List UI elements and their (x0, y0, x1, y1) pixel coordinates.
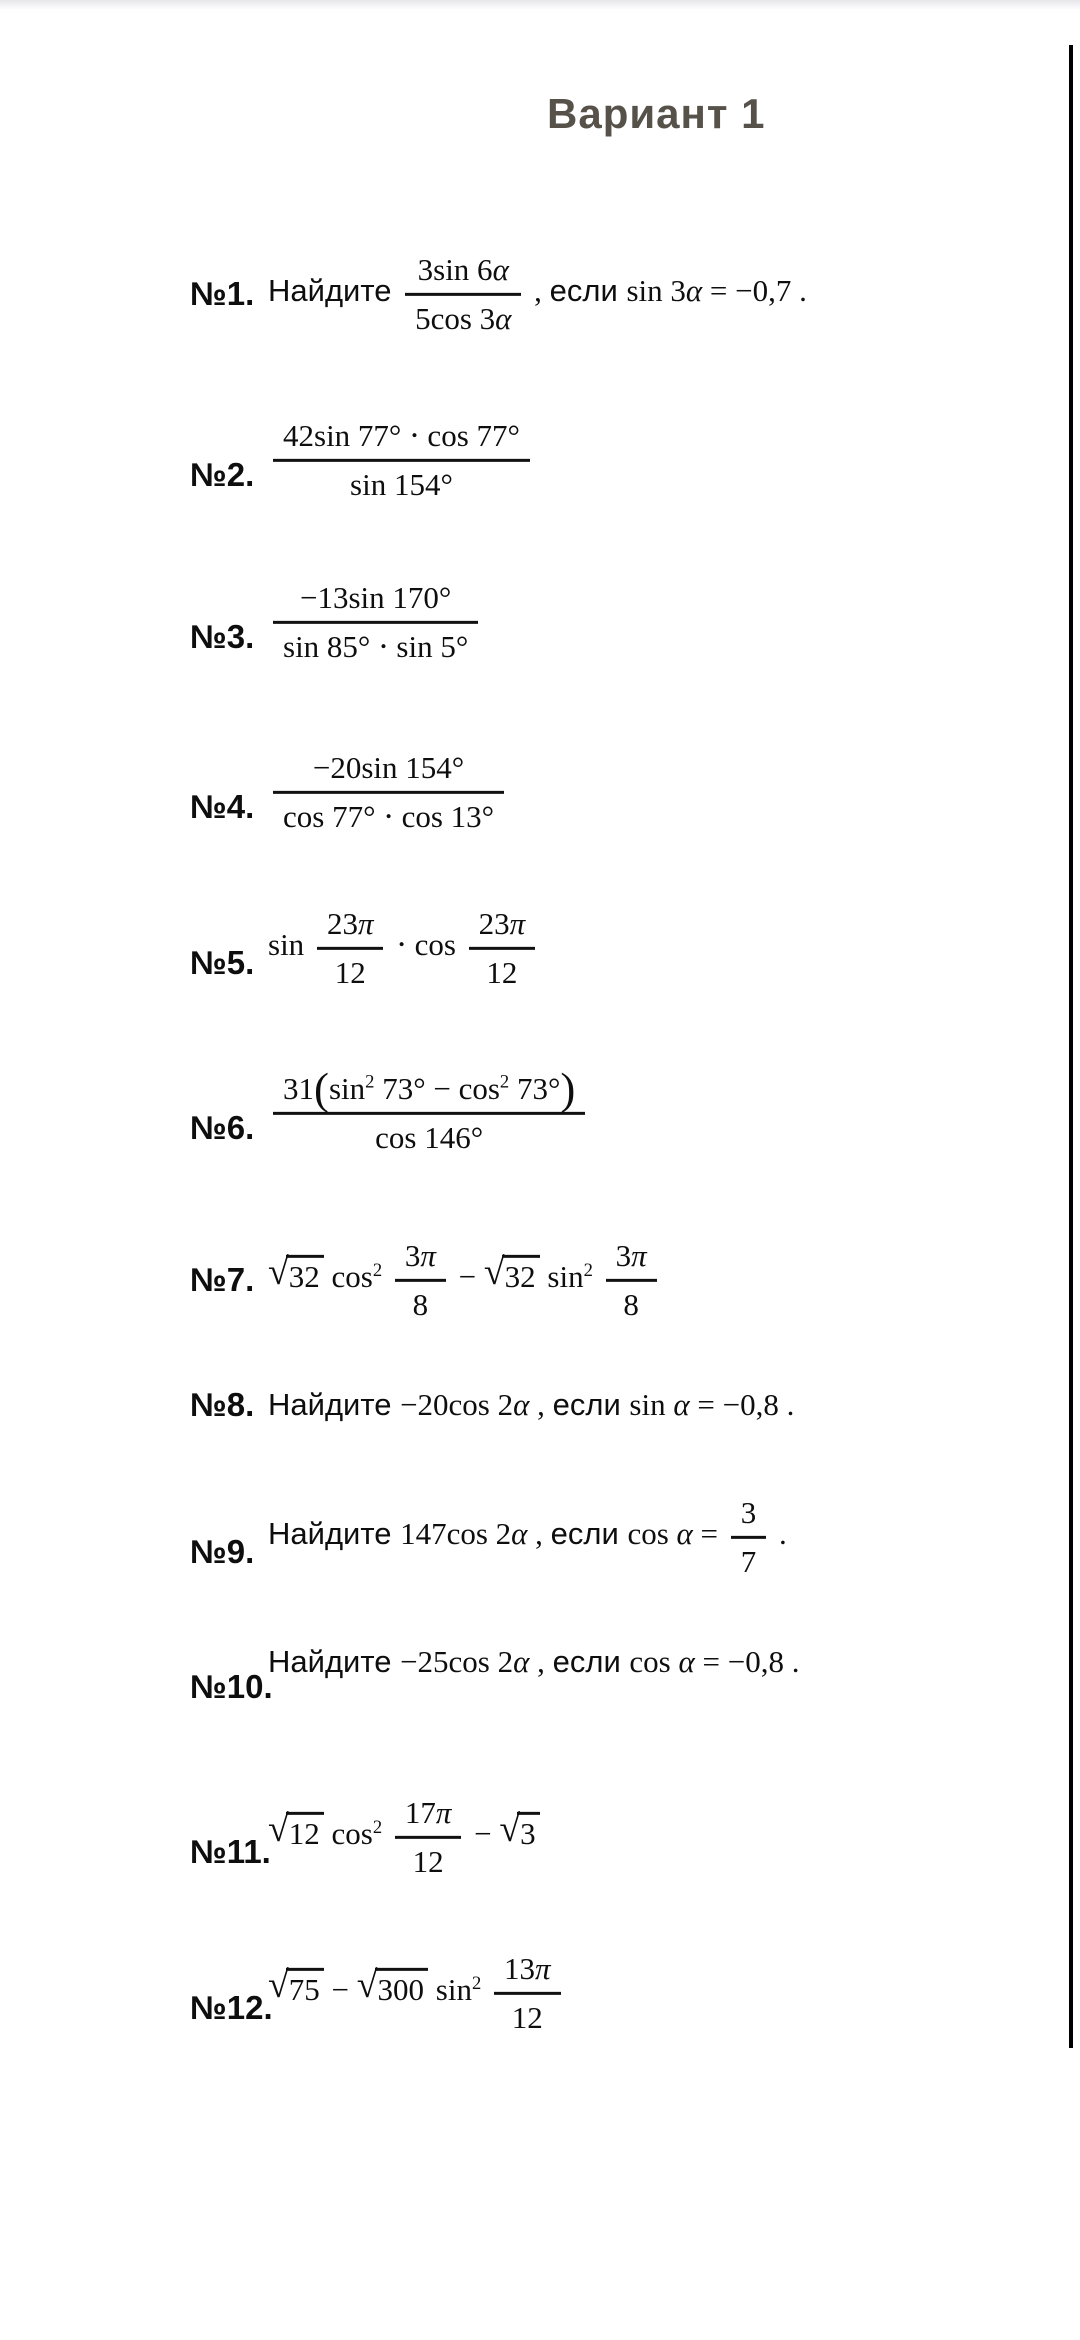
math-variable: α (673, 1387, 690, 1423)
square-root (356, 1964, 428, 2008)
numerator (731, 1493, 767, 1539)
math-roman: sin (268, 927, 312, 963)
math-roman: −25cos 2 (400, 1644, 514, 1680)
word: если (552, 1387, 630, 1423)
problem-formula (268, 416, 535, 504)
math-roman: − (323, 1972, 357, 2008)
problem-number: №12. (190, 1989, 273, 2026)
numerator (273, 578, 478, 624)
parenthesis: ) (560, 1063, 576, 1114)
math-roman (382, 1259, 390, 1294)
denominator (494, 1995, 561, 2038)
math-roman: 3sin 6 (417, 251, 493, 287)
math-roman: 3 (520, 1816, 536, 1852)
page-right-border (1069, 45, 1073, 2048)
denominator (405, 296, 521, 339)
fraction (273, 578, 478, 666)
math-variable: α (511, 1516, 528, 1552)
math-roman: 75 (288, 1972, 320, 2008)
math-variable: π (509, 905, 526, 941)
math-roman: 300 (377, 1972, 425, 2008)
math-roman: −13sin 170° (299, 579, 452, 615)
radical-icon: √ (483, 1251, 505, 1294)
math-roman: cos (323, 1259, 373, 1295)
word: если (550, 1516, 628, 1552)
radicand (286, 1812, 324, 1852)
math-roman: 12 (288, 1816, 320, 1852)
numerator (606, 1236, 657, 1282)
math-roman: cos (629, 1644, 679, 1680)
radical-icon: √ (499, 1808, 521, 1851)
numerator (494, 1949, 561, 1995)
problem-number: №6. (190, 1109, 255, 1146)
exponent: 2 (365, 1071, 375, 1093)
radicand (286, 1968, 324, 2008)
math-variable: α (676, 1516, 693, 1552)
math-roman: 12 (412, 1843, 444, 1879)
problem-number: №1. (190, 275, 255, 312)
problem-formula (268, 250, 807, 338)
radical-icon: √ (356, 1964, 378, 2007)
math-variable: π (435, 1794, 452, 1830)
math-roman: 42sin 77° ⋅ cos 77° (283, 417, 520, 453)
problem-number: №5. (190, 944, 255, 981)
denominator (317, 950, 384, 993)
math-roman: = −0,8 . (689, 1387, 795, 1423)
exponent: 2 (471, 1972, 482, 1994)
math-roman: = −0,7 . (702, 273, 807, 309)
numerator (469, 904, 536, 950)
fraction (731, 1493, 767, 1581)
math-variable: α (495, 300, 512, 336)
math-roman: sin (328, 1070, 366, 1106)
math-roman: , (526, 273, 550, 309)
problem-formula (268, 1493, 787, 1581)
math-roman: 31 (283, 1070, 314, 1106)
fraction (273, 416, 530, 504)
problem-formula (268, 1644, 800, 1680)
square-root (483, 1251, 540, 1295)
word: Найдите (268, 1387, 401, 1423)
denominator (273, 1115, 585, 1158)
math-roman (481, 1972, 489, 2007)
math-roman: 12 (511, 1999, 543, 2035)
math-variable: π (535, 1950, 551, 1986)
numerator (317, 904, 384, 950)
math-variable: α (492, 251, 509, 287)
problem-number: №10. (190, 1668, 273, 1705)
math-roman: , (529, 1644, 553, 1680)
math-roman: 3 (740, 1494, 757, 1530)
math-roman: 32 (504, 1259, 536, 1295)
fraction (395, 1793, 462, 1881)
math-roman: 3 (404, 1237, 421, 1273)
math-roman: − (450, 1259, 484, 1295)
math-variable: α (678, 1644, 695, 1680)
radicand (375, 1968, 429, 2008)
math-roman: sin 3 (626, 273, 686, 309)
radicand (517, 1812, 540, 1852)
exponent: 2 (583, 1259, 593, 1281)
problem-formula (268, 904, 540, 992)
problem-formula (268, 748, 509, 836)
parenthesis: ( (314, 1063, 329, 1114)
numerator (273, 416, 530, 462)
numerator (395, 1236, 446, 1282)
square-root (268, 1251, 324, 1295)
radicand (502, 1255, 540, 1295)
denominator (273, 624, 478, 667)
problem-formula (268, 1063, 590, 1157)
square-root (499, 1808, 539, 1852)
numerator (273, 748, 504, 794)
radical-icon: √ (268, 1964, 289, 2007)
math-roman: 23 (478, 905, 510, 941)
numerator (395, 1793, 462, 1839)
page-title: Вариант 1 (547, 90, 766, 137)
math-roman: 8 (412, 1286, 429, 1322)
math-roman: cos 146° (375, 1119, 484, 1155)
math-roman: 23 (326, 905, 358, 941)
fraction (494, 1949, 561, 2037)
fraction (469, 904, 536, 992)
numerator (405, 250, 521, 296)
math-variable: π (420, 1237, 436, 1273)
math-variable: α (513, 1387, 530, 1423)
denominator (395, 1282, 446, 1325)
math-roman: − (466, 1816, 500, 1852)
denominator (395, 1839, 462, 1882)
problem-number: №4. (190, 788, 255, 825)
denominator (273, 462, 530, 505)
math-roman: sin (629, 1387, 674, 1423)
math-roman: . (771, 1516, 787, 1552)
radical-icon: √ (268, 1251, 289, 1294)
math-roman: 7 (740, 1543, 757, 1579)
math-roman: cos (627, 1516, 677, 1552)
fraction (405, 250, 521, 338)
square-root (268, 1964, 324, 2008)
math-roman: 73° (509, 1070, 561, 1106)
problem-formula (268, 1387, 794, 1423)
math-roman (593, 1259, 601, 1294)
problem-formula (268, 1949, 566, 2037)
problem-number: №7. (190, 1261, 255, 1298)
math-variable: α (513, 1644, 530, 1680)
exponent: 2 (372, 1259, 383, 1281)
math-roman: = (692, 1516, 726, 1552)
numerator (273, 1063, 585, 1115)
math-roman: 17 (404, 1794, 436, 1830)
math-roman: sin 154° (350, 466, 453, 502)
math-roman (382, 1816, 390, 1851)
problem-formula (268, 1236, 662, 1324)
fraction (273, 748, 504, 836)
fraction (273, 1063, 585, 1157)
word: если (549, 273, 627, 309)
word: Найдите (268, 273, 401, 309)
math-roman: −20cos 2 (400, 1387, 514, 1423)
math-roman: 5cos 3 (415, 300, 496, 336)
exponent: 2 (499, 1071, 510, 1093)
math-roman: = −0,8 . (694, 1644, 800, 1680)
math-roman: , (527, 1516, 551, 1552)
math-variable: α (685, 273, 703, 309)
math-roman: 32 (288, 1259, 320, 1295)
denominator (469, 950, 536, 993)
radicand (286, 1255, 324, 1295)
problem-formula (268, 1793, 540, 1881)
math-variable: π (631, 1237, 647, 1273)
math-roman: cos (323, 1816, 373, 1852)
fraction (606, 1236, 657, 1324)
math-roman: cos 77° ⋅ cos 13° (283, 798, 495, 834)
math-roman: 8 (623, 1286, 639, 1322)
radical-icon: √ (268, 1808, 289, 1851)
problem-number: №8. (190, 1386, 255, 1423)
denominator (606, 1282, 657, 1325)
math-roman: 12 (486, 954, 518, 990)
fraction (317, 904, 384, 992)
math-roman: 73° − cos (374, 1070, 500, 1106)
denominator (273, 794, 504, 837)
math-roman: 12 (334, 954, 366, 990)
page-top-shadow (0, 0, 1080, 10)
math-roman: , (529, 1387, 553, 1423)
math-roman: sin 85° ⋅ sin 5° (283, 628, 469, 664)
math-roman: 13 (504, 1950, 535, 1986)
math-variable: π (357, 905, 374, 941)
word: если (552, 1644, 630, 1680)
problem-number: №3. (190, 618, 255, 655)
square-root (268, 1808, 324, 1852)
math-roman: 3 (615, 1237, 632, 1273)
denominator (731, 1539, 767, 1582)
problem-number: №9. (190, 1533, 255, 1570)
math-roman: −20sin 154° (312, 749, 465, 785)
math-roman: ⋅ cos (388, 927, 464, 963)
word: Найдите (268, 1516, 401, 1552)
math-roman: sin (539, 1259, 584, 1295)
word: Найдите (268, 1644, 401, 1680)
problem-number: №2. (190, 456, 255, 493)
exponent: 2 (372, 1816, 383, 1838)
math-roman: sin (428, 1972, 472, 2008)
problem-number: №11. (190, 1833, 271, 1870)
fraction (395, 1236, 446, 1324)
math-roman: 147cos 2 (400, 1516, 512, 1552)
problem-formula (268, 578, 483, 666)
